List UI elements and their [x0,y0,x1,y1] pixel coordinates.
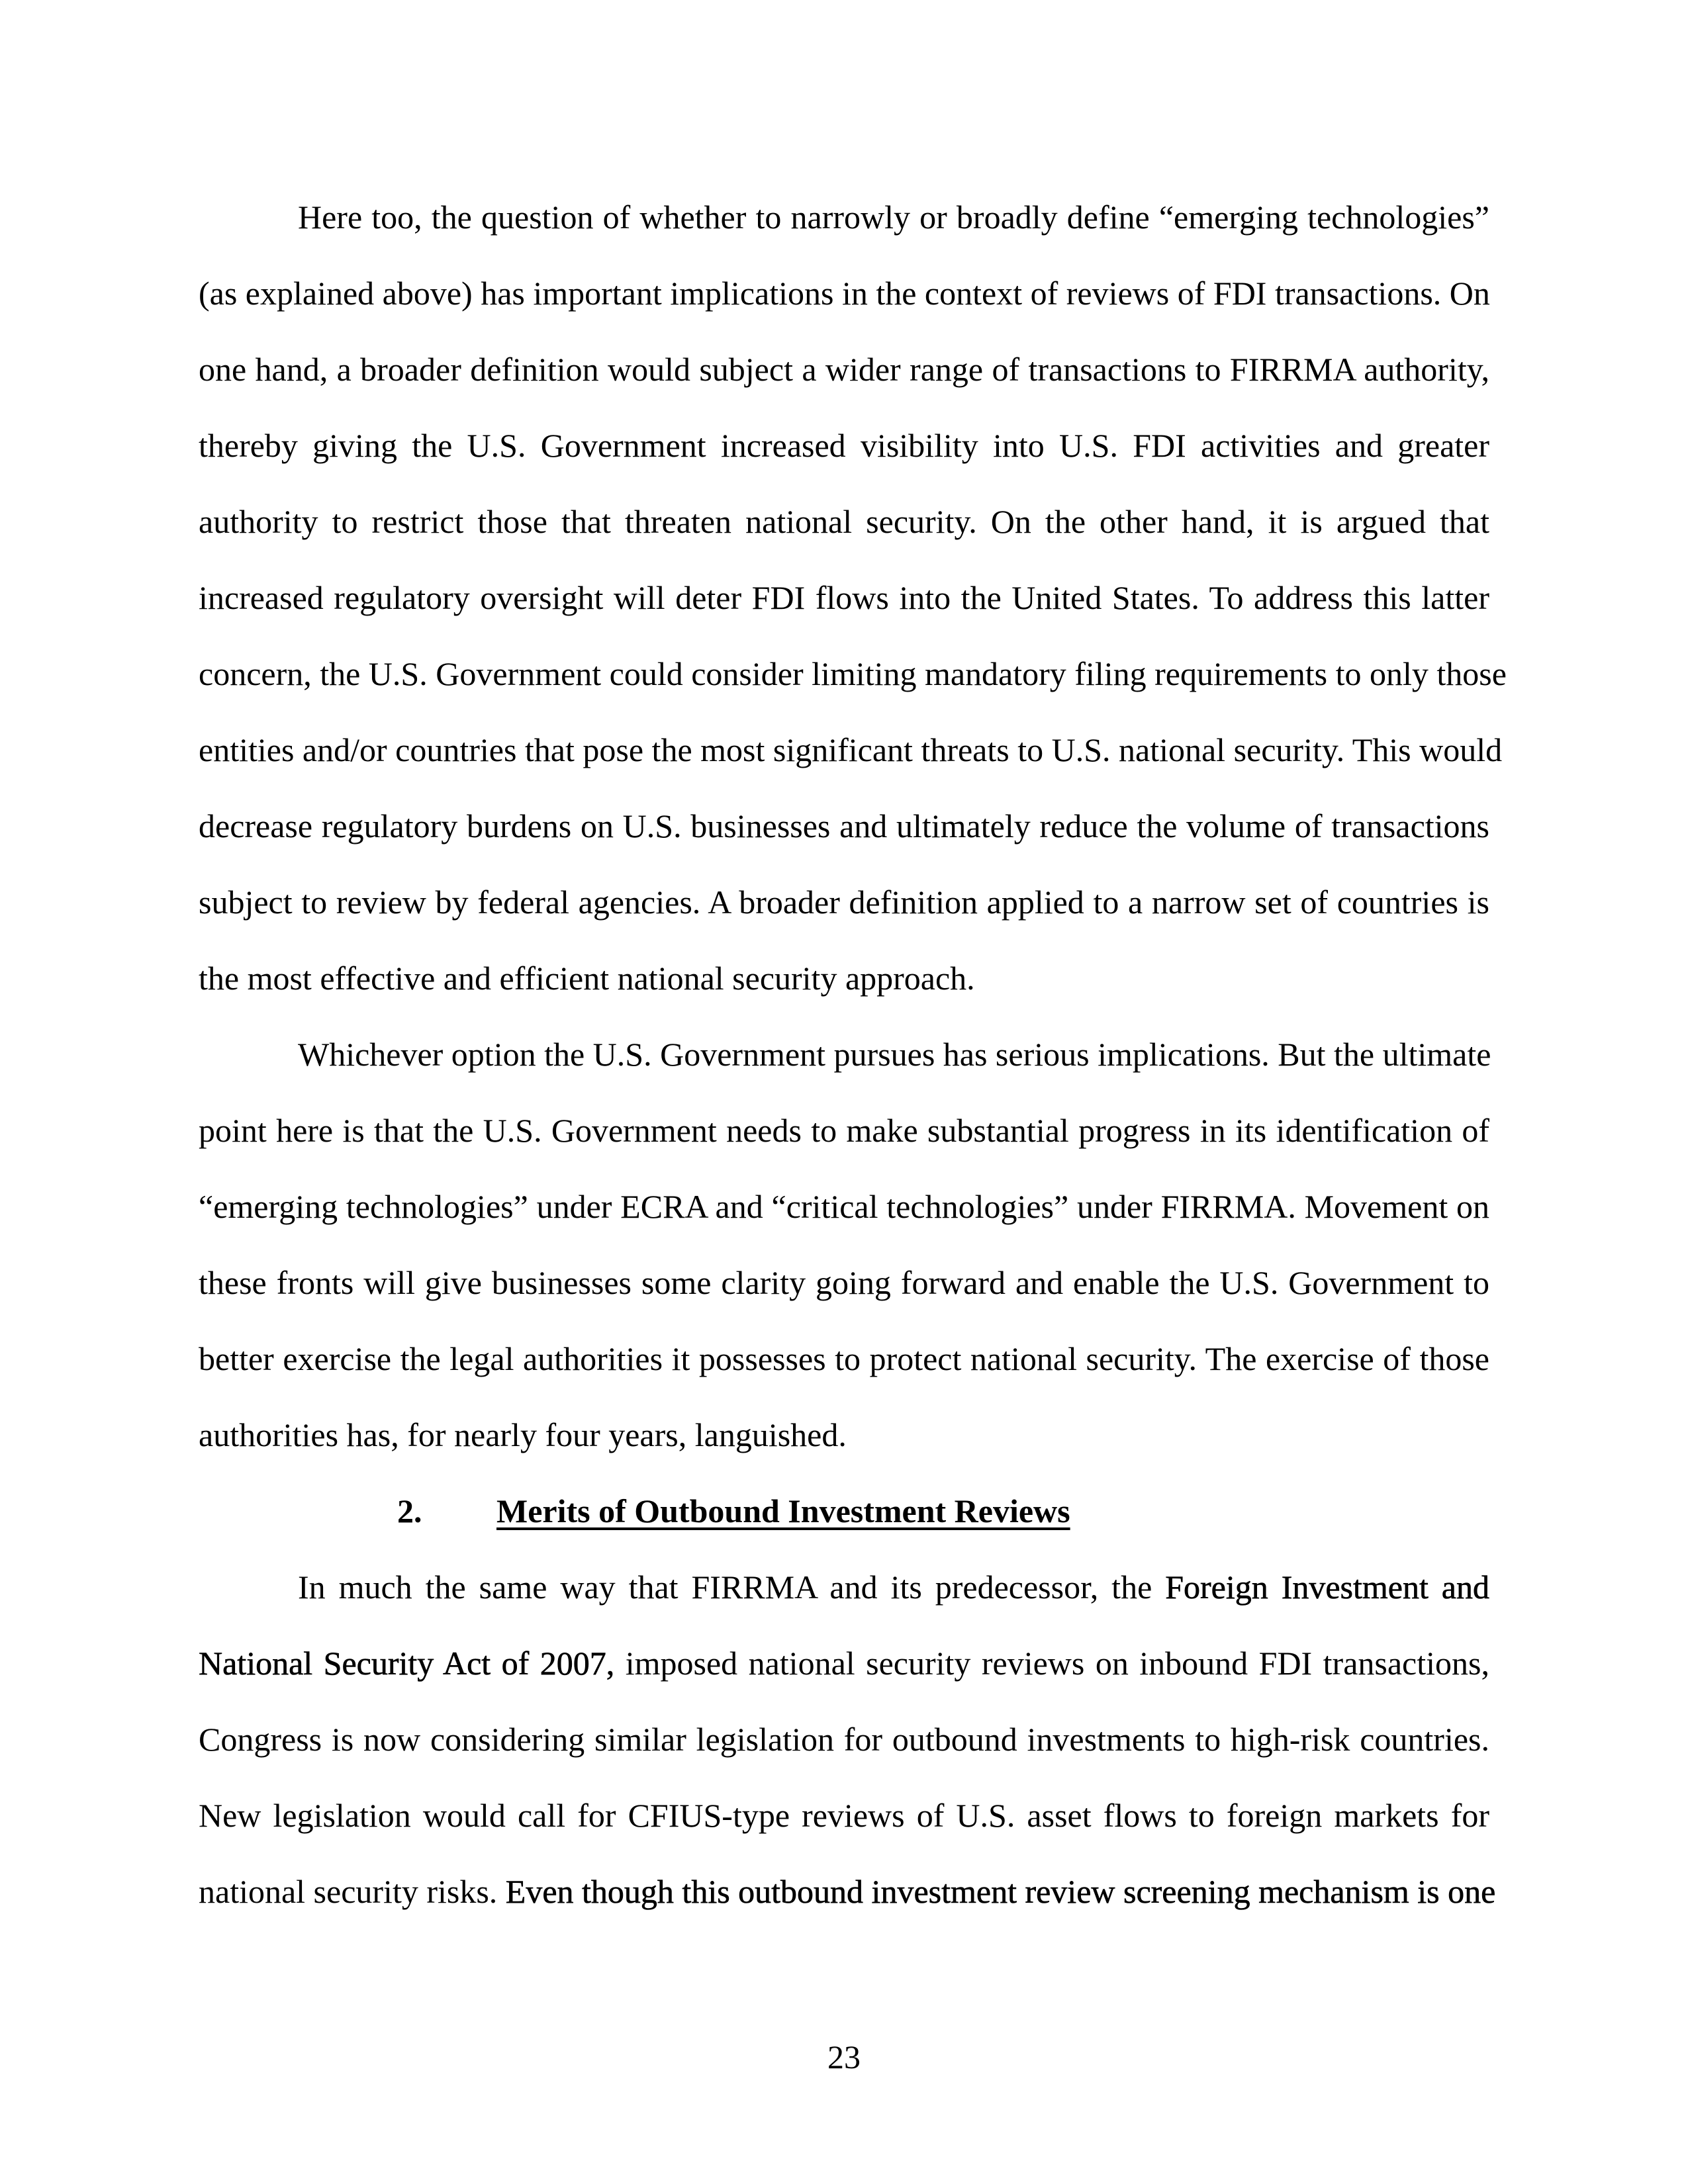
section-number: 2. [397,1492,422,1529]
text-line: entities and/or countries that pose the most significant threats to U.S. national security. This would [199,731,1503,768]
text-line: Congress is now considering similar legislation for outbound investments to high-risk countries. [199,1721,1489,1758]
inserted-text-span: Even though this outbound investment review screening mechanism is one [505,1873,1496,1910]
text-line: better exercise the legal authorities it possesses to protect national security. The exercise of those [199,1340,1489,1377]
act-name-span: National Security Act of 2007, [199,1645,615,1682]
text-line: (as explained above) has important implications in the context of reviews of FDI transactions. On [199,275,1490,312]
text-line: one hand, a broader definition would subject a wider range of transactions to FIRRMA authority, [199,351,1489,388]
text-line [199,1643,1489,1683]
text-span: In much the same way that FIRRMA and its predecessor, the [298,1569,1166,1606]
text-line: the most effective and efficient national security approach. [199,960,975,997]
text-line: point here is that the U.S. Government needs to make substantial progress in its identification of [199,1112,1489,1149]
text-line: “emerging technologies” under ECRA and “critical technologies” under FIRRMA. Movement on [199,1188,1489,1225]
text-line: decrease regulatory burdens on U.S. businesses and ultimately reduce the volume of transactions [199,807,1489,844]
text-line: New legislation would call for CFIUS-type reviews of U.S. asset flows to foreign markets for [199,1797,1489,1834]
section-title: Merits of Outbound Investment Reviews [496,1492,1070,1529]
act-name-span: Foreign Investment and [1165,1569,1489,1606]
text-line: these fronts will give businesses some clarity going forward and enable the U.S. Government to [199,1264,1489,1301]
text-line: authority to restrict those that threaten national security. On the other hand, it is argued that [199,503,1489,540]
text-line: Here too, the question of whether to narrowly or broadly define “emerging technologies” [298,199,1489,236]
text-line: Whichever option the U.S. Government pursues has serious implications. But the ultimate [298,1036,1491,1073]
text-line: subject to review by federal agencies. A broader definition applied to a narrow set of countries is [199,884,1489,921]
text-span: national security risks. [199,1873,506,1910]
text-span: imposed national security reviews on inbound FDI transactions, [614,1645,1489,1682]
text-line: thereby giving the U.S. Government increased visibility into U.S. FDI activities and greater [199,427,1489,464]
text-line [298,1567,1489,1607]
page-number: 23 [827,2038,861,2075]
text-line: increased regulatory oversight will deter FDI flows into the United States. To address this latter [199,579,1489,616]
text-line: concern, the U.S. Government could consider limiting mandatory filing requirements to only those [199,655,1507,692]
text-line [199,1872,1496,1911]
text-line: authorities has, for nearly four years, languished. [199,1416,847,1453]
